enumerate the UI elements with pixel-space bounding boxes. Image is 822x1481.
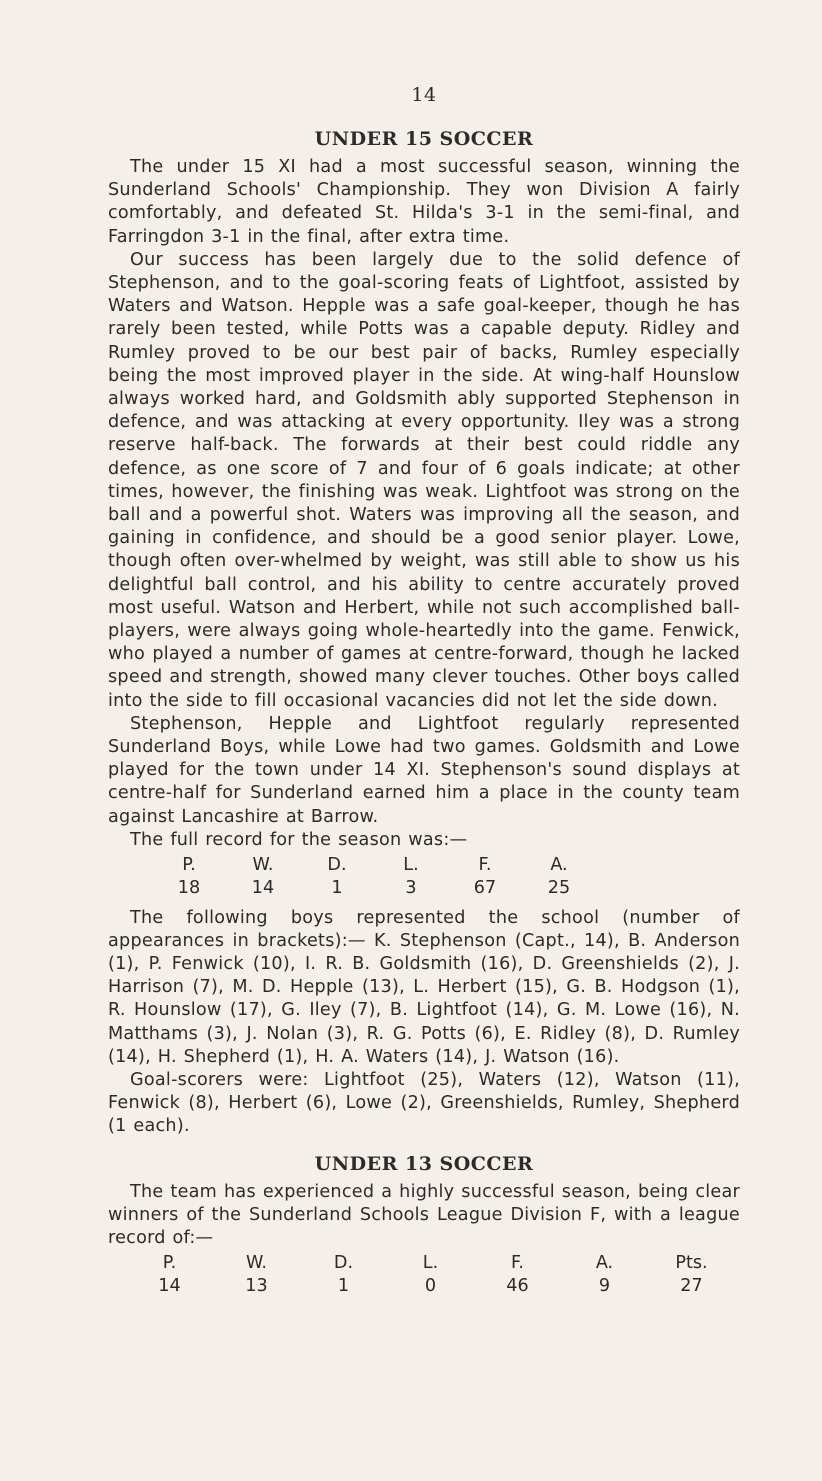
under13-value-drawn: 1 — [337, 1276, 350, 1297]
under13-header-won: W. — [246, 1253, 267, 1274]
under15-value-lost: 3 — [405, 878, 417, 899]
under15-header-lost: L. — [403, 855, 419, 876]
under13-section — [108, 1153, 740, 1299]
document-page — [108, 84, 740, 1299]
under15-header-drawn: D. — [327, 855, 347, 876]
under13-value-played: 14 — [158, 1276, 181, 1297]
under13-header-played: P. — [162, 1253, 177, 1274]
under15-header-won: W. — [252, 855, 274, 876]
under13-record-header-row — [126, 1252, 735, 1275]
under15-record-header-row — [152, 854, 596, 877]
under13-header-against: A. — [595, 1253, 614, 1274]
under15-record-table — [152, 854, 596, 900]
under13-value-points: 27 — [680, 1276, 703, 1297]
page-number: 14 — [411, 84, 437, 106]
under13-header-points: Pts. — [675, 1253, 708, 1274]
under13-record-value-row — [126, 1275, 735, 1298]
under15-title: UNDER 15 SOCCER — [314, 128, 534, 150]
under13-value-against: 9 — [598, 1276, 611, 1297]
under15-paragraph-4: The full record for the season was:— — [130, 829, 468, 850]
under15-paragraph-2: Our success has been largely due to the solid defence of Stephenson, and to the goal-scoring feats of Lightfoot, assisted by Waters and Watson. Hepple was a safe goal-keeper, though he has rarely been tested, while Potts was a capable deputy. Ridley and Rumley proved to be our best pair of backs, Rumley especially being the most improved player in the side. At wing-half Hounslow always worked hard, and Goldsmith ably supported Stephenson in defence, and was attacking at every opportunity. Iley was a strong reserve half-back. The forwards at their best could riddle any defence, as one score of 7 and four of 6 goals indicate; at other times, however, the finishing was weak. Lightfoot was strong on the ball and a powerful shot. Waters was improving all the season, and gaining in confidence, and should be a good senior player. Lowe, though often over-whelmed by weight, was still able to show us his delightful ball control, and his ability to centre accurately proved most useful. Watson and Herbert, while not such accomplished ball-players, were always going whole-heartedly into the game. Fenwick, who played a number of games at centre-forward, though he lacked speed and strength, showed many clever touches. Other boys called into the side to fill occasional vacancies did not let the side down. — [108, 249, 740, 711]
under15-header-against: A. — [550, 855, 568, 876]
under15-section — [108, 128, 740, 1139]
under15-paragraph-5: The following boys represented the school (number of appearances in brackets):— K. Stephenson (Capt., 14), B. Anderson (1), P. Fenwick (10), I. R. B. Goldsmith (16), D. Greenshields (2), J. Harrison (7), M. D. Hepple (13), L. Herbert (15), G. B. Hodgson (1), R. Hounslow (17), G. Iley (7), B. Lightfoot (14), G. M. Lowe (16), N. Matthams (3), J. Nolan (3), R. G. Potts (6), E. Ridley (8), D. Rumley (14), H. Shepherd (1), H. A. Waters (14), J. Watson (16). — [108, 907, 740, 1067]
under13-header-for: F. — [511, 1253, 524, 1274]
under15-value-against: 25 — [547, 878, 571, 899]
under15-value-drawn: 1 — [331, 878, 343, 899]
under13-value-lost: 0 — [424, 1276, 437, 1297]
under13-title: UNDER 13 SOCCER — [314, 1152, 534, 1175]
under13-value-for: 46 — [506, 1276, 529, 1297]
under13-value-won: 13 — [245, 1276, 268, 1297]
under15-paragraph-6: Goal-scorers were: Lightfoot (25), Waters (12), Watson (11), Fenwick (8), Herbert (6), Lowe (2), Greenshields, Rumley, Shepherd (1 each). — [108, 1069, 740, 1137]
under13-record-table — [126, 1252, 735, 1298]
under15-value-played: 18 — [177, 878, 201, 899]
under15-value-won: 14 — [251, 878, 275, 899]
under15-value-for: 67 — [473, 878, 497, 899]
under15-paragraph-1: The under 15 XI had a most successful season, winning the Sunderland Schools' Championship. They won Division A fairly comfortably, and defeated St. Hilda's 3-1 in the semi-final, and Farringdon 3-1 in the final, after extra time. — [108, 157, 740, 247]
under13-header-lost: L. — [422, 1253, 439, 1274]
under15-paragraph-3: Stephenson, Hepple and Lightfoot regularly represented Sunderland Boys, while Lowe had two games. Goldsmith and Lowe played for the town under 14 XI. Stephenson's sound displays at centre-half for Sunderland earned him a place in the county team against Lancashire at Barrow. — [108, 713, 740, 827]
under13-header-drawn: D. — [333, 1253, 354, 1274]
under15-header-played: P. — [182, 855, 196, 876]
under15-record-value-row — [152, 877, 596, 900]
under13-paragraph-1: The team has experienced a highly successful season, being clear winners of the Sunderland Schools League Division F, with a league record of:— — [108, 1181, 740, 1248]
under15-header-for: F. — [478, 855, 492, 876]
